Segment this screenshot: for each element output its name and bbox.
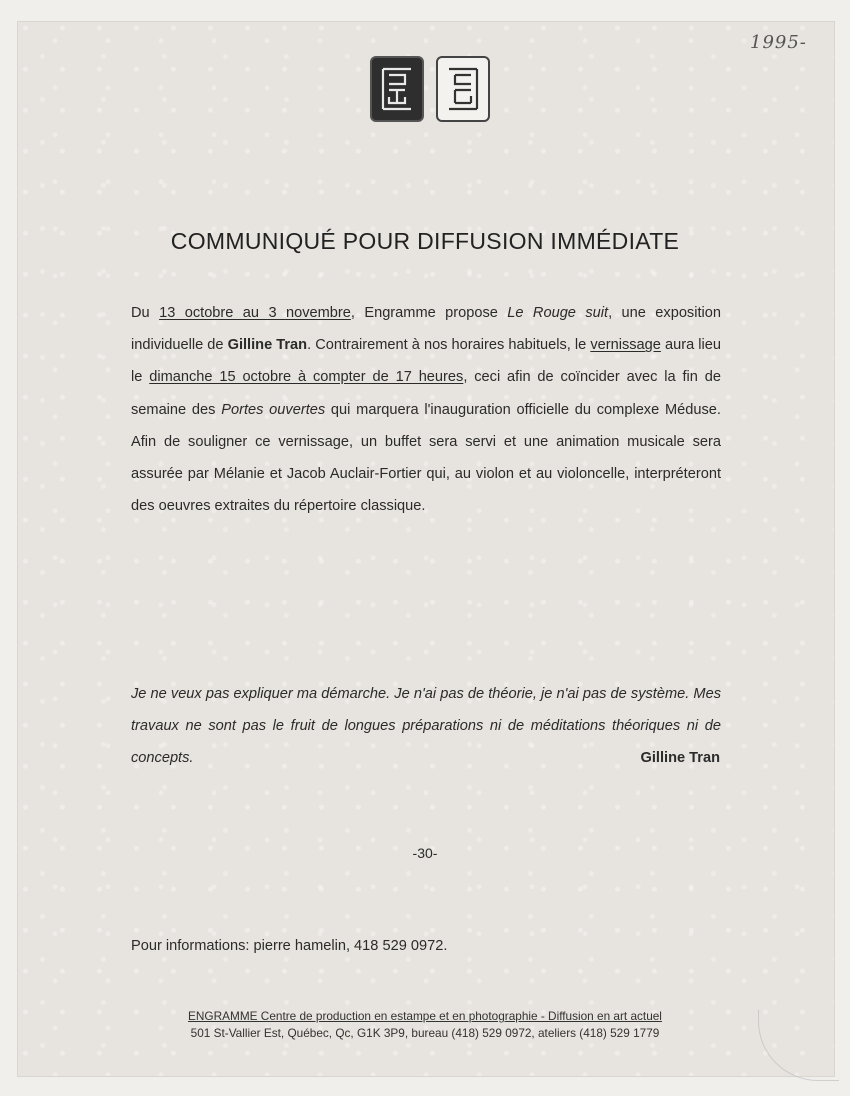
footer-address: 501 St-Vallier Est, Québec, Qc, G1K 3P9, bureau (418) 529 0972, ateliers (418) 529 1779 [190,1026,660,1040]
page-title: COMMUNIQUÉ POUR DIFFUSION IMMÉDIATE [170,228,680,254]
exhibition-title: Le Rouge suit [507,305,609,321]
body-text-segment: , ceci afin de coïncider avec la fin de semaine des [131,369,721,418]
body-text-segment: . Contrairement à nos horaires habituels, le [307,337,591,354]
vernissage-datetime: dimanche 15 octobre à compter de 17 heures [149,369,464,386]
event-name: Portes ouvertes [221,401,326,418]
contact-info: Pour informations: pierre hamelin, 418 529 0972. [131,938,448,954]
press-release-body [131,297,721,522]
footer-organization: ENGRAMME Centre de production en estampe et en photographie - Diffusion en art actuel [188,1009,662,1023]
exhibition-dates: 13 octobre au 3 novembre [159,305,351,321]
body-text-segment: , Engramme propose [350,305,508,321]
body-text-segment: aura lieu le [131,337,721,386]
quote-author: Gilline Tran [640,750,720,766]
end-marker: -30- [412,845,438,861]
handwritten-year-note: 1995- [750,32,807,53]
engramme-logo-dark-icon [370,56,424,122]
footer [0,1008,850,1042]
artist-quote: Je ne veux pas expliquer ma démarche. Je n'ai pas de théorie, je n'ai pas de système. Mes travaux ne sont pas le fruit de longues préparations ni de méditations théoriques ni de concepts. [131,686,721,767]
header-logos [370,56,490,122]
body-text-segment: qui marquera l'inauguration officielle du complexe Méduse. Afin de souligner ce vernissage, un buffet sera servi et une animation musicale sera assurée par Mélanie et Jacob Auclair-Fortier qui, au violon et au violoncelle, interpréteront des oeuvres extraites du répertoire classique. [131,401,721,515]
vernissage-word: vernissage [590,337,661,354]
body-text-segment: , une exposition individuelle de [131,305,722,354]
body-text-segment: Du [131,305,160,321]
document-page [18,22,834,1076]
artist-name: Gilline Tran [227,337,308,354]
engramme-logo-light-icon [436,56,490,122]
